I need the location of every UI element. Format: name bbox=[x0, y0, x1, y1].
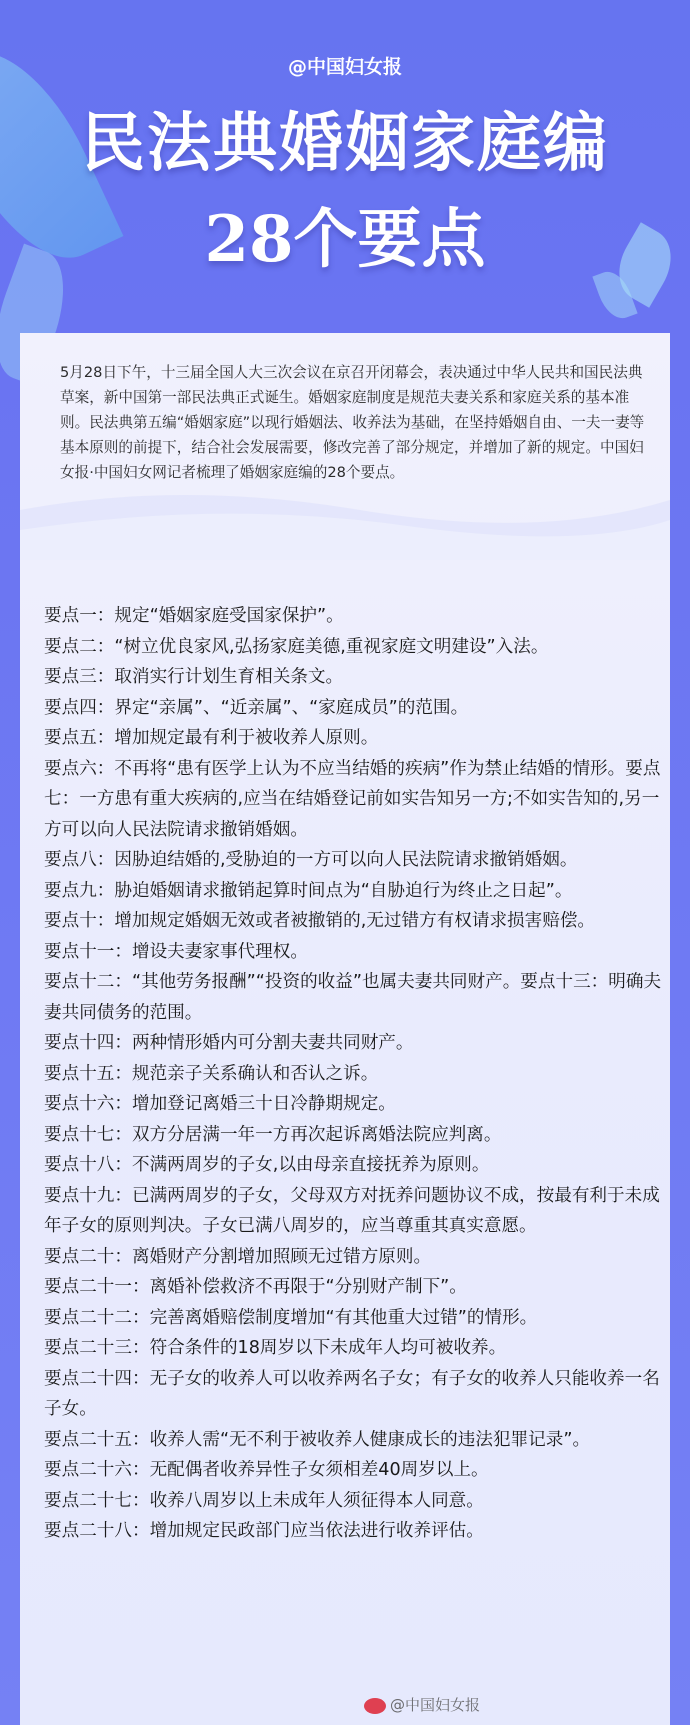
point-item: 要点五：增加规定最有利于被收养人原则。 bbox=[44, 728, 379, 748]
point-item: 要点二十五：收养人需“无不利于被收养人健康成长的违法犯罪记录”。 bbox=[44, 1429, 591, 1450]
point-item: 要点二十八：增加规定民政部门应当依法进行收养评估。 bbox=[44, 1521, 484, 1541]
point-item: 要点二十一：离婚补偿救济不再限于“分别财产制下”。 bbox=[44, 1277, 467, 1297]
point-item: 要点十：增加规定婚姻无效或者被撤销的,无过错方有权请求损害赔偿。 bbox=[44, 911, 596, 931]
page-title: 民法典婚姻家庭编 bbox=[81, 106, 609, 181]
point-item: 要点二：“树立优良家风,弘扬家庭美德,重视家庭文明建设”入法。 bbox=[44, 636, 549, 657]
page-subtitle: 28个要点 bbox=[204, 202, 486, 277]
point-item: 要点四：界定“亲属”、“近亲属”、“家庭成员”的范围。 bbox=[44, 697, 469, 718]
point-item: 要点八：因胁迫结婚的,受胁迫的一方可以向人民法院请求撤销婚姻。 bbox=[44, 850, 578, 870]
point-item: 要点二十三：符合条件的18周岁以下未成年人均可被收养。 bbox=[44, 1338, 507, 1358]
point-item: 要点二十二：完善离婚赔偿制度增加“有其他重大过错”的情形。 bbox=[44, 1307, 538, 1328]
point-item: 要点十六：增加登记离婚三十日冷静期规定。 bbox=[44, 1094, 396, 1114]
source-handle: @中国妇女报 bbox=[287, 56, 402, 78]
point-item: 要点一：规定“婚姻家庭受国家保护”。 bbox=[44, 606, 344, 626]
point-item: 要点十五：规范亲子关系确认和否认之诉。 bbox=[44, 1063, 379, 1084]
intro-paragraph: 5月28日下午，十三届全国人大三次会议在京召开闭幕会，表决通过中华人民共和国民法典草案，新中国第一部民法典正式诞生。婚姻家庭制度是规范夫妻关系和家庭关系的基本准则。民法典第五编“婚姻家庭”以现行婚姻法、收养法为基础，在坚持婚姻自由、一夫一妻等基本原则的前提下，结合社会发展需要，修改完善了部分规定，并增加了新的规定。中国妇女报·中国妇女网记者梳理了婚姻家庭编的28个要点。 bbox=[60, 364, 645, 481]
point-item: 要点十八：不满两周岁的子女,以由母亲直接抚养为原则。 bbox=[44, 1155, 490, 1175]
point-item: 要点二十六：无配偶者收养异性子女须相差40周岁以上。 bbox=[44, 1460, 489, 1480]
points-list bbox=[44, 601, 670, 1547]
point-item: 要点十二：“其他劳务报酬”“投资的收益”也属夫妻共同财产。要点十三：明确夫妻共同债务的范围。 bbox=[44, 972, 662, 1023]
point-item: 要点二十四：无子女的收养人可以收养两名子女；有子女的收养人只能收养一名子女。 bbox=[44, 1368, 660, 1419]
watermark: @中国妇女报 bbox=[364, 1694, 480, 1715]
point-item: 要点二十七：收养八周岁以上未成年人须征得本人同意。 bbox=[44, 1490, 484, 1511]
point-item: 要点十一：增设夫妻家事代理权。 bbox=[44, 941, 308, 962]
point-item: 要点二十：离婚财产分割增加照顾无过错方原则。 bbox=[44, 1246, 432, 1267]
point-item: 要点十九：已满两周岁的子女，父母双方对抚养问题协议不成，按最有利于未成年子女的原则判决。子女已满八周岁的，应当尊重其真实意愿。 bbox=[44, 1185, 660, 1236]
point-item: 要点十四：两种情形婚内可分割夫妻共同财产。 bbox=[44, 1033, 414, 1053]
weibo-icon bbox=[364, 1698, 386, 1714]
point-item: 要点六：不再将“患有医学上认为不应当结婚的疾病”作为禁止结婚的情形。要点七：一方患有重大疾病的,应当在结婚登记前如实告知另一方;不如实告知的,另一方可以向人民法院请求撤销婚姻。 bbox=[44, 758, 661, 840]
point-item: 要点九：胁迫婚姻请求撤销起算时间点为“自胁迫行为终止之日起”。 bbox=[44, 880, 573, 901]
point-item: 要点十七：双方分居满一年一方再次起诉离婚法院应判离。 bbox=[44, 1124, 502, 1145]
point-item: 要点三：取消实行计划生育相关条文。 bbox=[44, 667, 344, 687]
